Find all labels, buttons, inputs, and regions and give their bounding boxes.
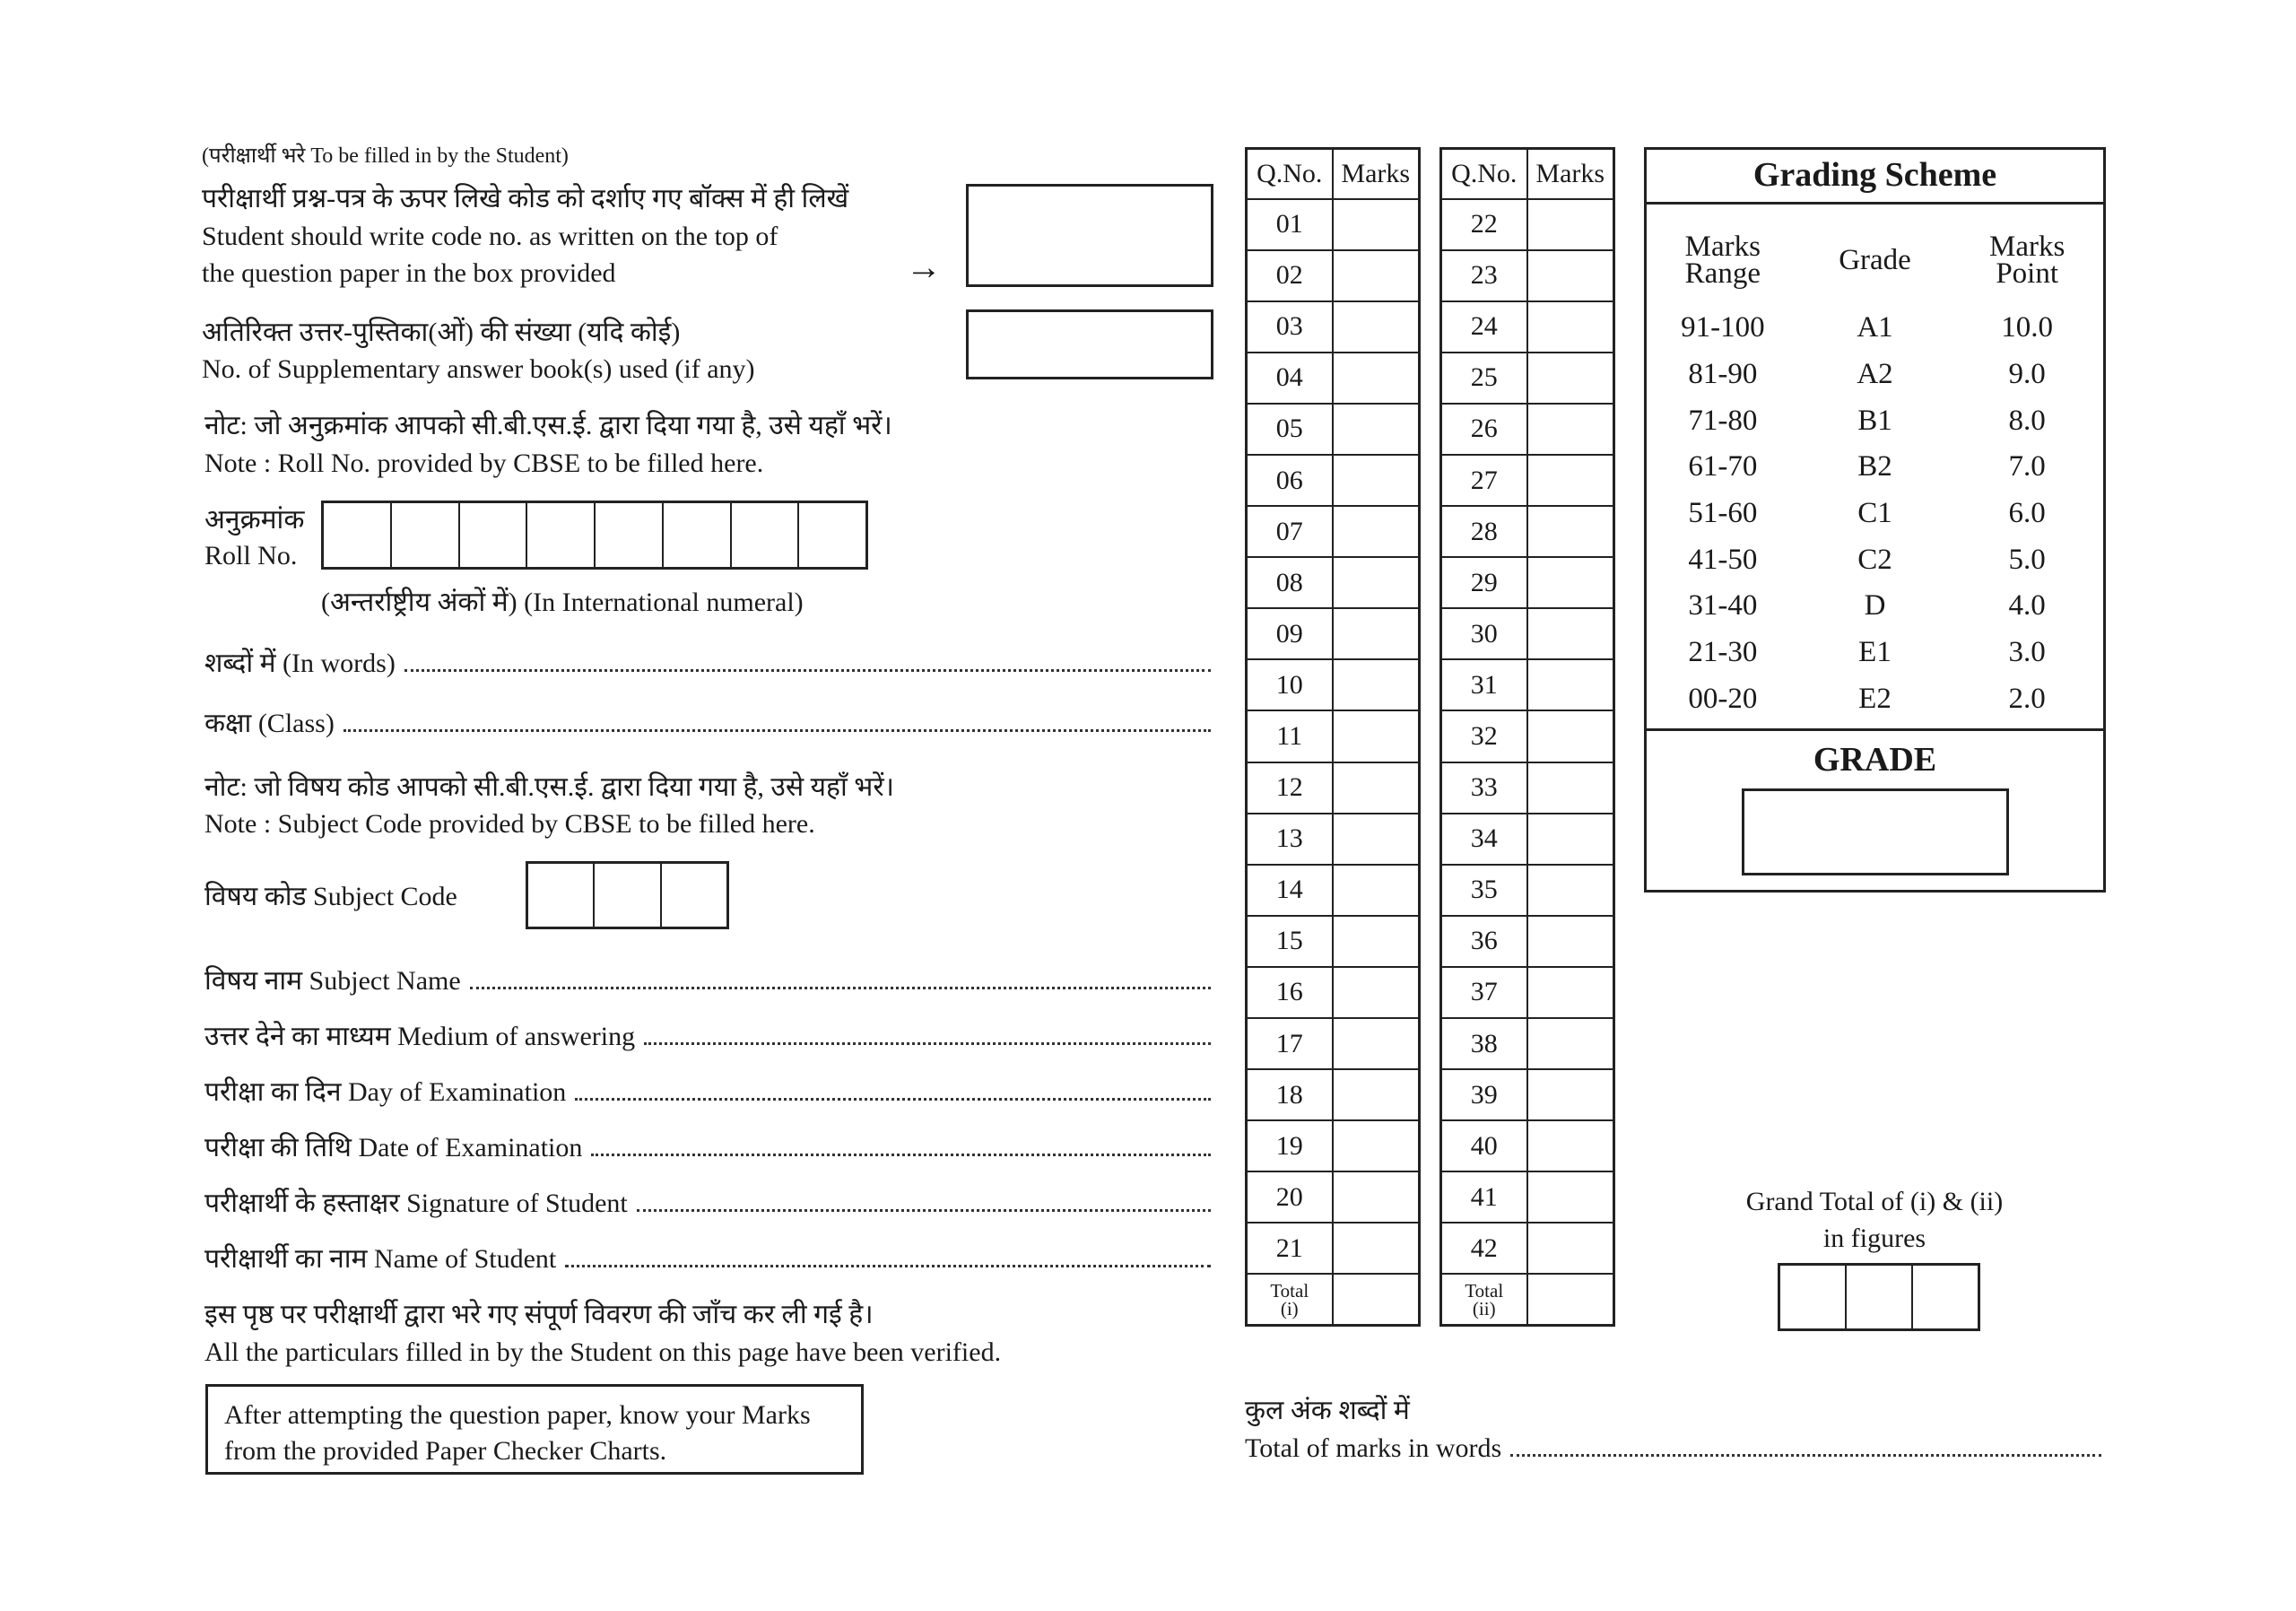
marks-cell[interactable] [1333, 199, 1420, 250]
marks-cell[interactable] [1527, 301, 1614, 353]
total-row [1441, 1274, 1614, 1325]
marks-row [1441, 353, 1614, 404]
marks-cell[interactable] [1333, 916, 1420, 967]
marks-row [1247, 710, 1420, 762]
marks-row [1441, 967, 1614, 1018]
marks-cell[interactable] [1333, 353, 1420, 404]
roll-no-digit-2[interactable] [392, 503, 460, 567]
student-name-line[interactable] [565, 1265, 1211, 1267]
question-number: 07 [1247, 506, 1333, 557]
roll-note-hindi: नोट: जो अनुक्रमांक आपको सी.बी.एस.ई. द्वारा दिया गया है, उसे यहाँ भरें। [204, 411, 892, 440]
roll-no-digit-5[interactable] [596, 503, 664, 567]
marks-row [1247, 199, 1420, 250]
total-words-label: Total of marks in words [1245, 1433, 1502, 1463]
grading-row [1647, 630, 2103, 676]
marks-row [1441, 608, 1614, 659]
marks-cell[interactable] [1333, 967, 1420, 1018]
marks-range: 61-70 [1688, 450, 1758, 483]
grand-total-digit-1[interactable] [1780, 1266, 1847, 1328]
question-number: 39 [1441, 1069, 1527, 1120]
question-number: 31 [1441, 659, 1527, 710]
exam-date-field[interactable] [204, 1132, 1211, 1164]
grade: B2 [1857, 450, 1892, 483]
marks-range: 71-80 [1688, 404, 1758, 437]
exam-date-label: परीक्षा की तिथि Date of Examination [204, 1133, 583, 1163]
total-words-hindi: कुल अंक शब्दों में [1245, 1396, 1410, 1425]
marks-row [1247, 404, 1420, 455]
marks-point-header: Marks Point [1989, 231, 2066, 290]
marks-cell[interactable] [1527, 1069, 1614, 1120]
grade: E1 [1858, 636, 1892, 669]
medium-line[interactable] [644, 1042, 1211, 1045]
question-number: 10 [1247, 659, 1333, 710]
medium-label: उत्तर देने का माध्यम Medium of answering [204, 1022, 636, 1051]
question-paper-code-box[interactable] [966, 184, 1213, 287]
marks-cell[interactable] [1333, 1223, 1420, 1274]
grand-total-label-2: in figures [1822, 1223, 1926, 1253]
roll-no-digit-4[interactable] [527, 503, 596, 567]
marks-row [1441, 506, 1614, 557]
exam-day-field[interactable] [204, 1076, 1211, 1109]
marks-point: 4.0 [2008, 589, 2046, 623]
total-label: Total (i) [1247, 1274, 1333, 1325]
marks-cell[interactable] [1527, 250, 1614, 301]
exam-day-label: परीक्षा का दिन Day of Examination [204, 1077, 567, 1107]
roll-no-digit-1[interactable] [324, 503, 392, 567]
question-number: 33 [1441, 762, 1527, 814]
total-label: Total (ii) [1441, 1274, 1527, 1325]
marks-cell[interactable] [1333, 506, 1420, 557]
question-number: 19 [1247, 1120, 1333, 1171]
marks-range: 81-90 [1688, 358, 1758, 391]
supplementary-count-box[interactable] [966, 309, 1213, 379]
class-line[interactable] [344, 729, 1211, 732]
marks-cell[interactable] [1527, 710, 1614, 762]
question-number: 28 [1441, 506, 1527, 557]
grade-input-box[interactable] [1742, 788, 2009, 875]
roll-no-label-english: Roll No. [204, 541, 298, 570]
roll-no-label-hindi: अनुक्रमांक [204, 505, 305, 535]
marks-table-1 [1245, 147, 1421, 1327]
question-number: 06 [1247, 455, 1333, 506]
arrow-right-icon: → [906, 247, 942, 287]
marks-row [1441, 814, 1614, 865]
question-number: 34 [1441, 814, 1527, 865]
marks-range: 41-50 [1688, 543, 1758, 576]
marks-row [1247, 967, 1420, 1018]
marks-point: 2.0 [2008, 682, 2046, 715]
subject-code-digit-3[interactable] [662, 864, 726, 927]
grading-row [1647, 305, 2103, 352]
fill-instruction: (परीक्षार्थी भरे To be filled in by the Student) [202, 144, 569, 168]
question-number: 37 [1441, 967, 1527, 1018]
subject-note-english: Note : Subject Code provided by CBSE to be filled here. [204, 809, 815, 839]
marks-cell[interactable] [1333, 1069, 1420, 1120]
question-number: 09 [1247, 608, 1333, 659]
notice-line-2: from the provided Paper Checker Charts. [224, 1436, 667, 1466]
grading-scheme-panel [1644, 147, 2106, 893]
total-marks-cell[interactable] [1333, 1274, 1420, 1325]
marks-cell[interactable] [1333, 1171, 1420, 1223]
question-number: 30 [1441, 608, 1527, 659]
question-number: 11 [1247, 710, 1333, 762]
marks-row [1247, 1223, 1420, 1274]
roll-no-digit-6[interactable] [664, 503, 732, 567]
marks-point: 10.0 [2001, 311, 2054, 344]
marks-header: Marks [1333, 149, 1420, 199]
marks-row [1247, 1120, 1420, 1171]
marks-cell[interactable] [1527, 814, 1614, 865]
grading-row [1647, 397, 2103, 444]
subject-note-hindi: नोट: जो विषय कोड आपको सी.बी.एस.ई. द्वारा दिया गया है, उसे यहाँ भरें। [204, 772, 894, 802]
subject-name-label: विषय नाम Subject Name [204, 966, 461, 996]
signature-line[interactable] [637, 1209, 1211, 1212]
qno-header: Q.No. [1441, 149, 1527, 199]
marks-cell[interactable] [1333, 710, 1420, 762]
marks-row [1441, 1069, 1614, 1120]
question-number: 29 [1441, 557, 1527, 608]
marks-cell[interactable] [1333, 659, 1420, 710]
signature-label: परीक्षार्थी के हस्ताक्षर Signature of Student [204, 1189, 628, 1218]
signature-field[interactable] [204, 1188, 1211, 1220]
grading-row [1647, 491, 2103, 537]
subject-code-boxes [526, 861, 729, 929]
roll-no-digit-8[interactable] [799, 503, 865, 567]
marks-row [1441, 1171, 1614, 1223]
question-number: 18 [1247, 1069, 1333, 1120]
marks-row [1441, 1120, 1614, 1171]
grade: C1 [1857, 497, 1892, 530]
marks-cell[interactable] [1333, 404, 1420, 455]
marks-row [1247, 250, 1420, 301]
marks-cell[interactable] [1527, 506, 1614, 557]
question-number: 35 [1441, 865, 1527, 916]
marks-point: 3.0 [2008, 636, 2046, 669]
grand-total-digit-2[interactable] [1847, 1266, 1913, 1328]
question-number: 40 [1441, 1120, 1527, 1171]
marks-row [1441, 1223, 1614, 1274]
marks-row [1247, 814, 1420, 865]
in-words-label: शब्दों में (In words) [204, 649, 396, 678]
notice-line-1: After attempting the question paper, know your Marks [224, 1400, 811, 1430]
marks-cell[interactable] [1527, 557, 1614, 608]
marks-cell[interactable] [1333, 865, 1420, 916]
grading-row [1647, 352, 2103, 398]
marks-cell[interactable] [1527, 199, 1614, 250]
marks-range: 21-30 [1688, 636, 1758, 669]
marks-row [1441, 250, 1614, 301]
marks-point: 5.0 [2008, 543, 2046, 576]
total-words-line[interactable] [1510, 1454, 2101, 1457]
marks-row [1441, 659, 1614, 710]
marks-range: 00-20 [1688, 682, 1758, 715]
marks-cell[interactable] [1527, 916, 1614, 967]
in-words-field[interactable] [204, 648, 1211, 680]
subject-code-label: विषय कोड Subject Code [204, 882, 457, 911]
marks-cell[interactable] [1527, 659, 1614, 710]
marks-row [1441, 1018, 1614, 1069]
marks-point: 7.0 [2008, 450, 2046, 483]
roll-no-digit-3[interactable] [460, 503, 528, 567]
question-number: 36 [1441, 916, 1527, 967]
subject-code-digit-2[interactable] [595, 864, 661, 927]
marks-range: 31-40 [1688, 589, 1758, 623]
grading-row [1647, 583, 2103, 630]
medium-field[interactable] [204, 1021, 1211, 1053]
question-number: 25 [1441, 353, 1527, 404]
marks-range: 91-100 [1681, 311, 1765, 344]
question-number: 41 [1441, 1171, 1527, 1223]
question-number: 38 [1441, 1018, 1527, 1069]
verification-hindi: इस पृष्ठ पर परीक्षार्थी द्वारा भरे गए संपूर्ण विवरण की जाँच कर ली गई है। [204, 1300, 874, 1329]
subject-name-line[interactable] [470, 987, 1211, 989]
marks-header: Marks [1527, 149, 1614, 199]
question-number: 20 [1247, 1171, 1333, 1223]
question-number: 24 [1441, 301, 1527, 353]
subject-name-field[interactable] [204, 965, 1211, 997]
supplementary-label-hindi: अतिरिक्त उत्तर-पुस्तिका(ओं) की संख्या (यदि कोई) [202, 318, 681, 347]
grading-row [1647, 536, 2103, 583]
question-number: 05 [1247, 404, 1333, 455]
marks-row [1247, 916, 1420, 967]
exam-date-line[interactable] [591, 1154, 1211, 1156]
question-number: 16 [1247, 967, 1333, 1018]
marks-cell[interactable] [1527, 967, 1614, 1018]
question-number: 22 [1441, 199, 1527, 250]
question-number: 04 [1247, 353, 1333, 404]
marks-row [1247, 1069, 1420, 1120]
grade: A2 [1857, 358, 1893, 391]
notice-box [205, 1384, 864, 1475]
grade-header: Grade [1839, 244, 1911, 276]
marks-row [1441, 455, 1614, 506]
marks-row [1441, 865, 1614, 916]
marks-row [1247, 557, 1420, 608]
marks-range: 51-60 [1688, 497, 1758, 530]
grand-total-label-1: Grand Total of (i) & (ii) [1745, 1187, 2004, 1216]
marks-point: 8.0 [2008, 404, 2046, 437]
exam-day-line[interactable] [575, 1098, 1211, 1101]
question-number: 17 [1247, 1018, 1333, 1069]
marks-cell[interactable] [1527, 608, 1614, 659]
question-number: 13 [1247, 814, 1333, 865]
marks-cell[interactable] [1333, 455, 1420, 506]
code-instruction-english-1: Student should write code no. as written on the top of [202, 222, 778, 251]
marks-cell[interactable] [1527, 1171, 1614, 1223]
subject-code-digit-1[interactable] [528, 864, 595, 927]
grade-label: GRADE [1813, 741, 1937, 779]
roll-no-digit-7[interactable] [732, 503, 800, 567]
grade: C2 [1857, 543, 1892, 576]
marks-cell[interactable] [1527, 353, 1614, 404]
marks-cell[interactable] [1333, 762, 1420, 814]
marks-row [1247, 659, 1420, 710]
marks-row [1247, 301, 1420, 353]
grading-row [1647, 676, 2103, 723]
class-field[interactable] [204, 708, 1211, 740]
marks-row [1441, 710, 1614, 762]
marks-row [1441, 557, 1614, 608]
supplementary-label-english: No. of Supplementary answer book(s) used (if any) [202, 354, 755, 384]
marks-row [1247, 1171, 1420, 1223]
verification-english: All the particulars filled in by the Student on this page have been verified. [204, 1337, 1002, 1367]
marks-cell[interactable] [1333, 814, 1420, 865]
student-name-field[interactable] [204, 1243, 1211, 1276]
question-number: 42 [1441, 1223, 1527, 1274]
marks-row [1247, 865, 1420, 916]
grade: E2 [1858, 682, 1892, 715]
marks-range-header: Marks Range [1684, 231, 1761, 290]
question-number: 08 [1247, 557, 1333, 608]
question-number: 26 [1441, 404, 1527, 455]
marks-row [1441, 916, 1614, 967]
marks-row [1441, 199, 1614, 250]
grand-total-boxes [1778, 1263, 1980, 1331]
marks-row [1247, 608, 1420, 659]
marks-point: 9.0 [2008, 358, 2046, 391]
qno-header: Q.No. [1247, 149, 1333, 199]
total-words-field[interactable] [1245, 1432, 2101, 1465]
roll-no-boxes [321, 501, 868, 570]
student-name-label: परीक्षार्थी का नाम Name of Student [204, 1244, 557, 1274]
code-instruction-hindi: परीक्षार्थी प्रश्न-पत्र के ऊपर लिखे कोड को दर्शाए गए बॉक्स में ही लिखें [202, 184, 849, 213]
marks-row [1441, 301, 1614, 353]
marks-row [1247, 353, 1420, 404]
marks-row [1247, 1018, 1420, 1069]
question-number: 03 [1247, 301, 1333, 353]
in-words-line[interactable] [404, 669, 1211, 672]
grading-scheme-title: Grading Scheme [1647, 150, 2103, 205]
code-instruction-english-2: the question paper in the box provided [202, 258, 616, 288]
grading-row [1647, 444, 2103, 491]
total-row [1247, 1274, 1420, 1325]
marks-cell[interactable] [1333, 301, 1420, 353]
total-marks-cell[interactable] [1527, 1274, 1614, 1325]
grand-total-digit-3[interactable] [1913, 1266, 1978, 1328]
marks-cell[interactable] [1527, 762, 1614, 814]
marks-row [1247, 506, 1420, 557]
marks-table-2 [1439, 147, 1615, 1327]
marks-cell[interactable] [1527, 1018, 1614, 1069]
marks-row [1441, 404, 1614, 455]
marks-cell[interactable] [1527, 1120, 1614, 1171]
marks-row [1441, 762, 1614, 814]
question-number: 23 [1441, 250, 1527, 301]
marks-cell[interactable] [1333, 608, 1420, 659]
marks-cell[interactable] [1333, 1018, 1420, 1069]
question-number: 02 [1247, 250, 1333, 301]
question-number: 12 [1247, 762, 1333, 814]
marks-cell[interactable] [1333, 1120, 1420, 1171]
marks-row [1247, 455, 1420, 506]
roll-no-hint: (अन्तर्राष्ट्रीय अंकों में) (In International numeral) [321, 588, 804, 617]
marks-cell[interactable] [1333, 250, 1420, 301]
marks-cell[interactable] [1527, 865, 1614, 916]
marks-cell[interactable] [1527, 455, 1614, 506]
marks-row [1247, 762, 1420, 814]
marks-point: 6.0 [2008, 497, 2046, 530]
question-number: 21 [1247, 1223, 1333, 1274]
question-number: 27 [1441, 455, 1527, 506]
grade: A1 [1857, 311, 1893, 344]
question-number: 14 [1247, 865, 1333, 916]
class-label: कक्षा (Class) [204, 709, 335, 738]
grade: D [1864, 589, 1886, 623]
marks-cell[interactable] [1527, 1223, 1614, 1274]
question-number: 15 [1247, 916, 1333, 967]
grade: B1 [1857, 404, 1892, 437]
roll-note-english: Note : Roll No. provided by CBSE to be filled here. [204, 448, 764, 478]
question-number: 01 [1247, 199, 1333, 250]
question-number: 32 [1441, 710, 1527, 762]
marks-cell[interactable] [1333, 557, 1420, 608]
marks-cell[interactable] [1527, 404, 1614, 455]
